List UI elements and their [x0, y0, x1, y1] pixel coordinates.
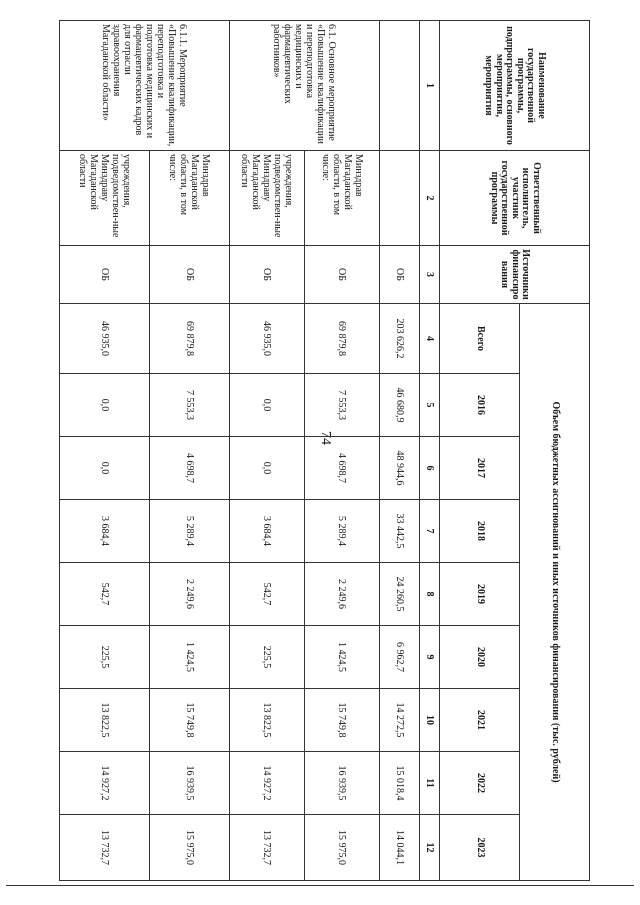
value-cell: 14 272,5	[380, 689, 420, 752]
header-row-1	[520, 21, 590, 881]
value-cell: 13 822,5	[60, 689, 150, 752]
value-cell: 0,0	[230, 374, 305, 437]
value-cell: 69 879,8	[305, 304, 380, 374]
value-cell: 5 289,4	[150, 500, 230, 563]
header-year: 2017	[440, 437, 520, 500]
row-executor	[380, 151, 420, 246]
value-cell: 3 684,4	[60, 500, 150, 563]
value-cell: 24 260,5	[380, 563, 420, 626]
header-year: 2016	[440, 374, 520, 437]
value-cell: 225,5	[60, 626, 150, 689]
value-cell: 14 927,2	[60, 752, 150, 815]
value-cell: 15 749,8	[150, 689, 230, 752]
index-cell: 2	[420, 151, 440, 246]
value-cell: 46 935,0	[230, 304, 305, 374]
value-cell: 46 935,0	[60, 304, 150, 374]
value-cell: 2 249,6	[150, 563, 230, 626]
value-cell: 15 975,0	[150, 815, 230, 881]
value-cell: 225,5	[230, 626, 305, 689]
value-cell: 69 879,8	[150, 304, 230, 374]
table-row	[150, 21, 230, 881]
value-cell: 7 553,3	[150, 374, 230, 437]
value-cell: 1 424,5	[150, 626, 230, 689]
value-cell: 0,0	[60, 437, 150, 500]
index-cell: 4	[420, 304, 440, 374]
row-source: ОБ	[230, 246, 305, 304]
header-funding-group: Объем бюджетных ассигнований и иных источников финансирования (тыс. рублей)	[520, 304, 590, 881]
table-container	[60, 20, 590, 880]
value-cell: 33 442,5	[380, 500, 420, 563]
header-year: 2021	[440, 689, 520, 752]
header-source: Источники финансирования	[440, 246, 590, 304]
index-cell: 12	[420, 815, 440, 881]
row-name	[380, 21, 420, 151]
value-cell: 15 749,8	[305, 689, 380, 752]
index-cell: 8	[420, 563, 440, 626]
index-cell: 7	[420, 500, 440, 563]
row-source: ОБ	[60, 246, 150, 304]
index-cell: 9	[420, 626, 440, 689]
row-executor: учреждения, подведомствен-ные Минздраву Магаданской области	[60, 151, 150, 246]
value-cell: 4 698,7	[305, 437, 380, 500]
index-row	[420, 21, 440, 881]
value-cell: 16 939,5	[305, 752, 380, 815]
index-cell: 3	[420, 246, 440, 304]
index-cell: 5	[420, 374, 440, 437]
row-source: ОБ	[150, 246, 230, 304]
value-cell: 1 424,5	[305, 626, 380, 689]
rotated-table-frame	[60, 20, 590, 880]
table-row	[380, 21, 420, 881]
value-cell: 46 680,9	[380, 374, 420, 437]
index-cell: 11	[420, 752, 440, 815]
page-number: 74	[318, 431, 333, 445]
row-executor: Минздрав Магаданской области, в том числе:	[305, 151, 380, 246]
header-year: 2022	[440, 752, 520, 815]
value-cell: 48 944,6	[380, 437, 420, 500]
value-cell: 5 289,4	[305, 500, 380, 563]
value-cell: 15 975,0	[305, 815, 380, 881]
value-cell: 13 822,5	[230, 689, 305, 752]
bottom-rule	[6, 885, 634, 886]
row-name: 6.1.1. Мероприятие «Повышение квалификации, переподготовка и подготовка медицинских и фармацевтических кадров для отрасли здравоохранения Магаданской области»	[60, 21, 230, 151]
value-cell: 13 732,7	[230, 815, 305, 881]
header-year: 2020	[440, 626, 520, 689]
header-name: Наименование государственной программы, подпрограммы, основного мероприятия, мероприятия	[440, 21, 590, 151]
funding-table	[59, 20, 590, 881]
header-year: 2019	[440, 563, 520, 626]
row-executor: учреждения, подведомствен-ные Минздраву Магаданской области	[230, 151, 305, 246]
table-row	[305, 21, 380, 881]
value-cell: 6 962,7	[380, 626, 420, 689]
index-cell: 10	[420, 689, 440, 752]
value-cell: 15 018,4	[380, 752, 420, 815]
row-name: 6.1. Основное мероприятие «Повышение квалификации и переподготовка медицинских и фармацевтических работников»	[230, 21, 380, 151]
index-cell: 1	[420, 21, 440, 151]
value-cell: 2 249,6	[305, 563, 380, 626]
value-cell: 16 939,5	[150, 752, 230, 815]
row-source: ОБ	[380, 246, 420, 304]
index-cell: 6	[420, 437, 440, 500]
header-executor: Ответственный исполнитель, участник государственной программы	[440, 151, 590, 246]
value-cell: 7 553,3	[305, 374, 380, 437]
header-year: 2018	[440, 500, 520, 563]
value-cell: 0,0	[230, 437, 305, 500]
row-executor: Минздрав Магаданской области, в том числе:	[150, 151, 230, 246]
value-cell: 3 684,4	[230, 500, 305, 563]
header-year: 2023	[440, 815, 520, 881]
value-cell: 542,7	[230, 563, 305, 626]
value-cell: 14 927,2	[230, 752, 305, 815]
value-cell: 4 698,7	[150, 437, 230, 500]
value-cell: 542,7	[60, 563, 150, 626]
value-cell: 14 044,1	[380, 815, 420, 881]
value-cell: 203 626,2	[380, 304, 420, 374]
header-total: Всего	[440, 304, 520, 374]
row-source: ОБ	[305, 246, 380, 304]
value-cell: 0,0	[60, 374, 150, 437]
value-cell: 13 732,7	[60, 815, 150, 881]
